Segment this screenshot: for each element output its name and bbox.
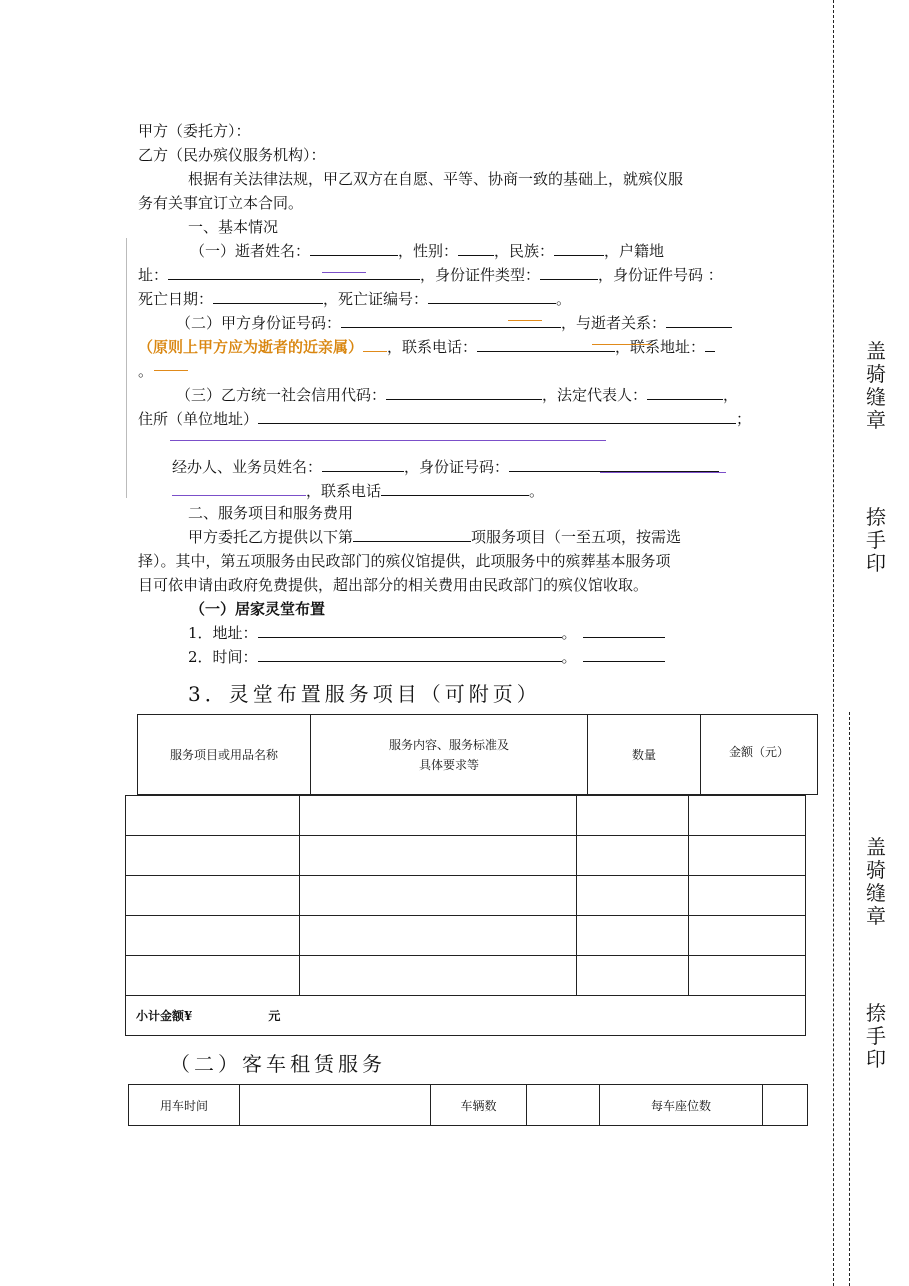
agent-line: 经办人、业务员姓名： ，身份证号码： <box>172 457 719 477</box>
header-amount: 金额（元） <box>701 715 818 795</box>
seats-label: 每车座位数 <box>600 1085 763 1126</box>
table-cell[interactable] <box>126 876 300 916</box>
table-cell[interactable] <box>300 956 577 996</box>
hukou-line: 址： ，身份证件类型： ，身份证件号码 ： <box>138 266 723 284</box>
deceased-info-line: （一）逝者姓名： ，性别： ，民族： ，户籍地 <box>190 242 665 260</box>
section2-para-1: 甲方委托乙方提供以下第 项服务项目（一至五项，按需选 <box>188 528 682 546</box>
id-type-blank[interactable] <box>540 265 598 280</box>
subsection1-title: （一）居家灵堂布置 <box>190 600 326 618</box>
table-cell[interactable] <box>577 796 689 836</box>
fingerprint-label-top: 捺手印 <box>866 505 886 575</box>
table-cell[interactable] <box>300 876 577 916</box>
item1-line: 1．地址： 。 <box>188 623 665 643</box>
table-cell[interactable] <box>577 836 689 876</box>
address-end-line: 。 <box>138 362 154 380</box>
bus-time-value[interactable] <box>240 1085 431 1126</box>
item2-line: 2．时间： 。 <box>188 647 665 667</box>
item2-time-blank[interactable] <box>258 647 562 662</box>
table-cell[interactable] <box>689 796 806 836</box>
residence-blank[interactable] <box>258 409 736 424</box>
agent-extra-blank[interactable] <box>172 481 306 496</box>
party-b-label: 乙方（民办殡仪服务机构）： <box>138 146 326 164</box>
section1-title: 一、基本情况 <box>188 218 279 236</box>
table-cell[interactable] <box>126 836 300 876</box>
relative-phone-line: （原则上甲方应为逝者的近亲属） ，联系电话： ，联系地址： <box>138 337 715 357</box>
vehicle-count-value[interactable] <box>527 1085 600 1126</box>
agent-phone-line: ，联系电话 。 <box>172 481 544 501</box>
header-content: 服务内容、服务标准及 具体要求等 <box>311 715 588 795</box>
item3-heading: 3．灵堂布置服务项目（可附页） <box>188 682 541 706</box>
subsection2-title: （二）客车租赁服务 <box>170 1052 386 1076</box>
address-blank[interactable] <box>705 337 715 352</box>
subtotal-cell[interactable] <box>126 996 806 1036</box>
table-cell[interactable] <box>300 916 577 956</box>
credit-code-blank[interactable] <box>386 385 542 400</box>
party-a-label: 甲方（委托方）： <box>138 122 251 140</box>
table-cell[interactable] <box>689 916 806 956</box>
item1-extra-blank[interactable] <box>583 623 665 638</box>
table-cell[interactable] <box>689 836 806 876</box>
table-cell[interactable] <box>577 876 689 916</box>
relation-blank[interactable] <box>666 313 732 328</box>
table-cell[interactable] <box>577 916 689 956</box>
table-row <box>126 796 806 836</box>
table-cell[interactable] <box>577 956 689 996</box>
bus-rental-table <box>128 1084 808 1126</box>
gender-blank[interactable] <box>458 241 494 256</box>
agent-phone-blank[interactable] <box>381 481 529 496</box>
item1-address-blank[interactable] <box>258 623 562 638</box>
party-a-id-line: （二）甲方身份证号码： ，与逝者关系： <box>176 313 732 333</box>
relative-note: （原则上甲方应为逝者的近亲属） <box>138 338 364 356</box>
subtotal-unit: 元 <box>268 1009 281 1023</box>
table-cell[interactable] <box>300 836 577 876</box>
table-row <box>126 916 806 956</box>
bus-time-label: 用车时间 <box>129 1085 240 1126</box>
death-cert-blank[interactable] <box>428 289 556 304</box>
hukou-address-blank[interactable] <box>168 265 420 280</box>
seats-value[interactable] <box>763 1085 808 1126</box>
table-row <box>126 956 806 996</box>
service-items-blank[interactable] <box>353 527 471 542</box>
table-cell[interactable] <box>126 796 300 836</box>
memorial-items-table <box>125 795 806 1036</box>
item2-extra-blank[interactable] <box>583 647 665 662</box>
revision-underline <box>600 472 726 473</box>
death-date-blank[interactable] <box>213 289 323 304</box>
seal-label-top: 盖骑缝章 <box>866 339 886 432</box>
binding-dashed-line-inner <box>849 712 850 1286</box>
preamble-line-2: 务有关事宜订立本合同。 <box>138 194 304 212</box>
table-row <box>126 876 806 916</box>
section2-para-3: 目可依申请由政府免费提供，超出部分的相关费用由民政部门的殡仪馆收取。 <box>138 576 649 594</box>
table-cell[interactable] <box>689 876 806 916</box>
table-row <box>126 836 806 876</box>
table-cell[interactable] <box>126 916 300 956</box>
credit-code-line: （三）乙方统一社会信用代码： ，法定代表人： ， <box>176 386 739 404</box>
revision-underline <box>170 440 606 441</box>
legal-rep-blank[interactable] <box>647 385 723 400</box>
agent-name-blank[interactable] <box>322 457 404 472</box>
revision-underline <box>322 272 366 273</box>
memorial-items-table-header <box>137 714 818 795</box>
section2-title: 二、服务项目和服务费用 <box>188 504 354 522</box>
subtotal-row <box>126 996 806 1036</box>
deceased-name-blank[interactable] <box>310 241 398 256</box>
header-item-name: 服务项目或用品名称 <box>138 715 311 795</box>
ethnicity-blank[interactable] <box>554 241 604 256</box>
subtotal-label: 小计金额¥ <box>136 1009 193 1023</box>
death-info-line: 死亡日期： ，死亡证编号： 。 <box>138 290 572 308</box>
residence-line: 住所（单位地址） ； <box>138 410 752 428</box>
revision-underline <box>592 344 652 345</box>
table-cell[interactable] <box>300 796 577 836</box>
agent-id-blank[interactable] <box>509 457 719 472</box>
section2-para-2: 择）。其中，第五项服务由民政部门的殡仪馆提供，此项服务中的殡葬基本服务项 <box>138 552 671 570</box>
fingerprint-label-bottom: 捺手印 <box>866 1001 886 1071</box>
header-quantity: 数量 <box>588 715 701 795</box>
revision-bar <box>126 238 127 498</box>
table-cell[interactable] <box>689 956 806 996</box>
binding-dashed-line <box>833 0 834 1286</box>
revision-underline <box>154 370 188 371</box>
table-cell[interactable] <box>126 956 300 996</box>
vehicle-count-label: 车辆数 <box>431 1085 527 1126</box>
preamble-line-1: 根据有关法律法规，甲乙双方在自愿、平等、协商一致的基础上，就殡仪服 <box>188 170 684 188</box>
seal-label-bottom: 盖骑缝章 <box>866 835 886 928</box>
revision-underline <box>508 320 542 321</box>
